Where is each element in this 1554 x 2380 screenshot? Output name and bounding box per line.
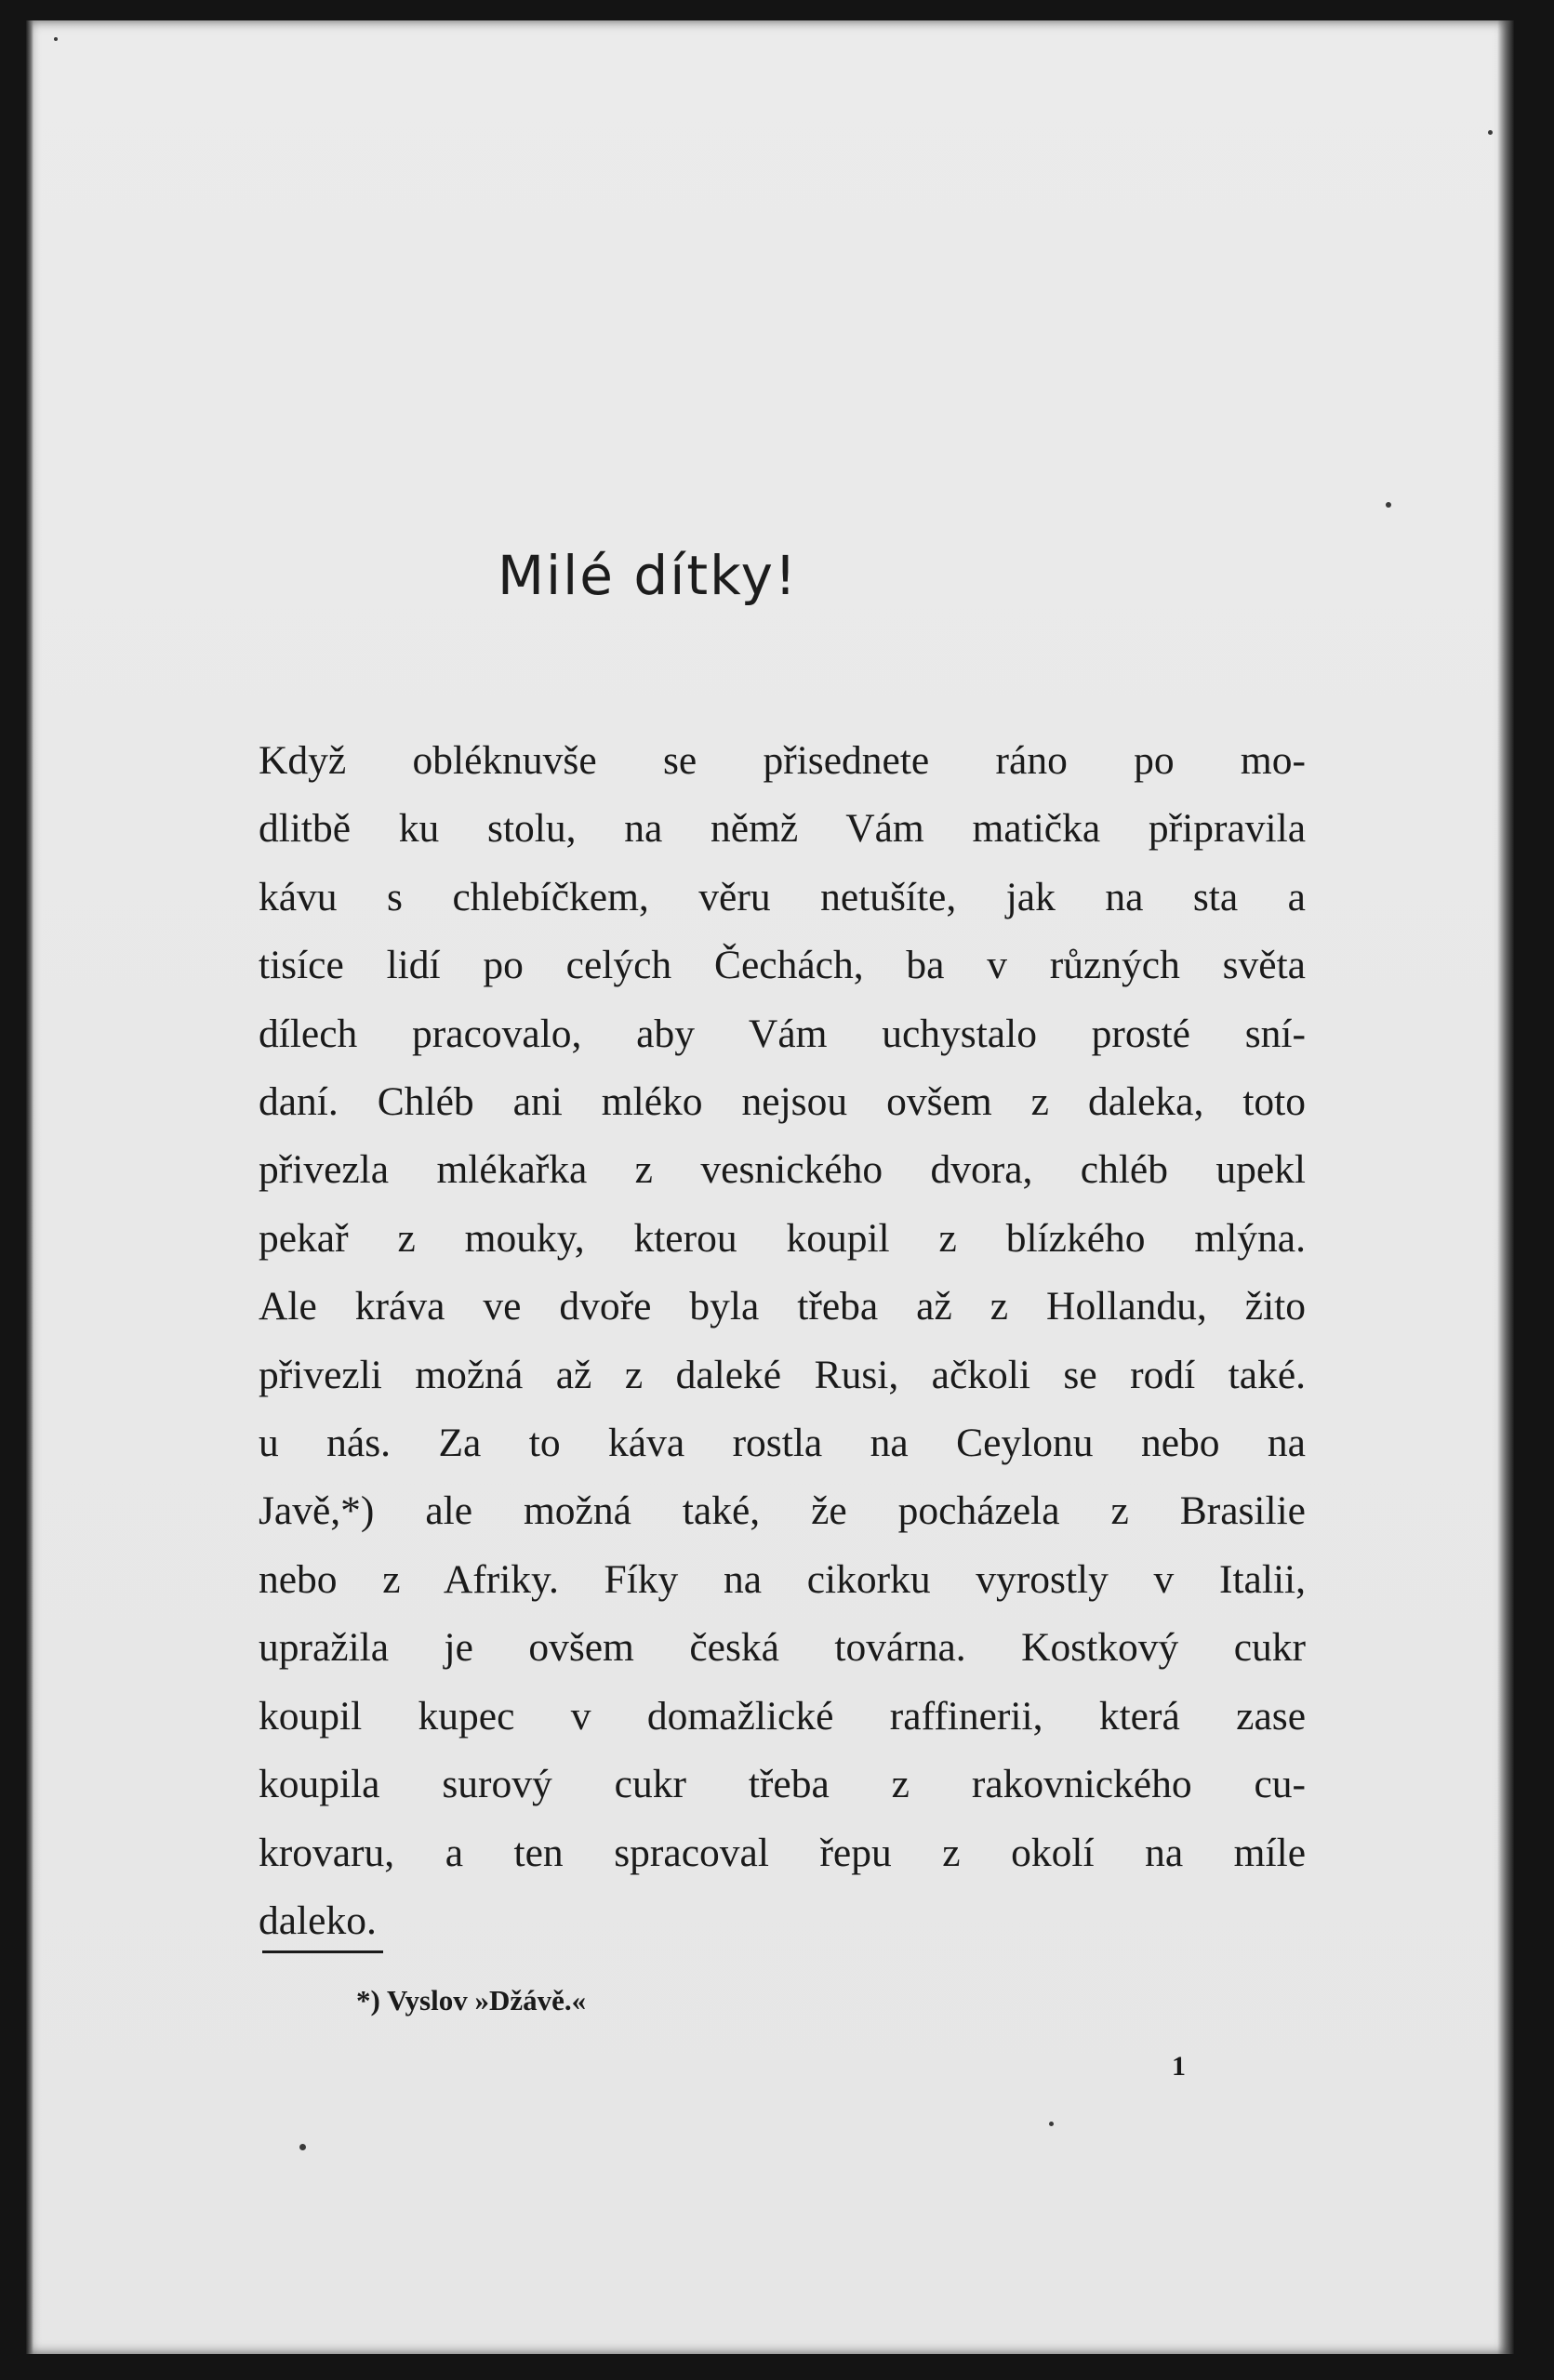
text-line: dlitbě ku stolu, na němž Vám matička připravila <box>259 806 1306 852</box>
page-title: Milé dítky! <box>498 544 799 607</box>
footnote: *) Vyslov »Džávě.« <box>356 1984 587 2016</box>
paper-speck <box>1386 502 1391 508</box>
paper-speck <box>299 2144 306 2150</box>
text-line: koupil kupec v domažlické raffinerii, která zase <box>259 1693 1306 1739</box>
text-line: daleko. <box>259 1897 377 1943</box>
text-line: krovaru, a ten spracoval řepu z okolí na míle <box>259 1830 1306 1875</box>
text-line: u nás. Za to káva rostla na Ceylonu nebo na <box>259 1421 1306 1466</box>
paper-speck <box>1049 2122 1054 2126</box>
text-line: nebo z Afriky. Fíky na cikorku vyrostly v Italii, <box>259 1556 1306 1602</box>
text-line: přivezli možná až z daleké Rusi, ačkoli se rodí také. <box>259 1352 1306 1397</box>
text-line: koupila surový cukr třeba z rakovnického cu- <box>259 1762 1306 1807</box>
text-line: Javě,*) ale možná také, že pocházela z Brasilie <box>259 1488 1306 1534</box>
text-line: daní. Chléb ani mléko nejsou ovšem z daleka, toto <box>259 1079 1306 1125</box>
text-line: Ale kráva ve dvoře byla třeba až z Hollandu, žito <box>259 1284 1306 1329</box>
page-number: 1 <box>1172 2051 1186 2082</box>
text-line: upražila je ovšem česká továrna. Kostkový cukr <box>259 1625 1306 1671</box>
body-paragraph <box>259 727 1306 1955</box>
text-line: tisíce lidí po celých Čechách, ba v různých světa <box>259 943 1306 988</box>
text-line: přivezla mlékařka z vesnického dvora, chléb upekl <box>259 1147 1306 1193</box>
paper-speck <box>1488 130 1493 135</box>
footnote-divider <box>262 1950 383 1953</box>
text-line: pekař z mouky, kterou koupil z blízkého mlýna. <box>259 1215 1306 1261</box>
text-line: dílech pracovalo, aby Vám uchystalo prosté sní- <box>259 1011 1306 1056</box>
text-line: Když obléknuvše se přisednete ráno po mo- <box>259 738 1306 783</box>
paper-speck <box>54 37 58 41</box>
page-right-edge-shadow <box>1497 20 1514 2354</box>
text-line: kávu s chlebíčkem, věru netušíte, jak na sta a <box>259 874 1306 919</box>
page-left-edge-shadow <box>26 20 33 2354</box>
